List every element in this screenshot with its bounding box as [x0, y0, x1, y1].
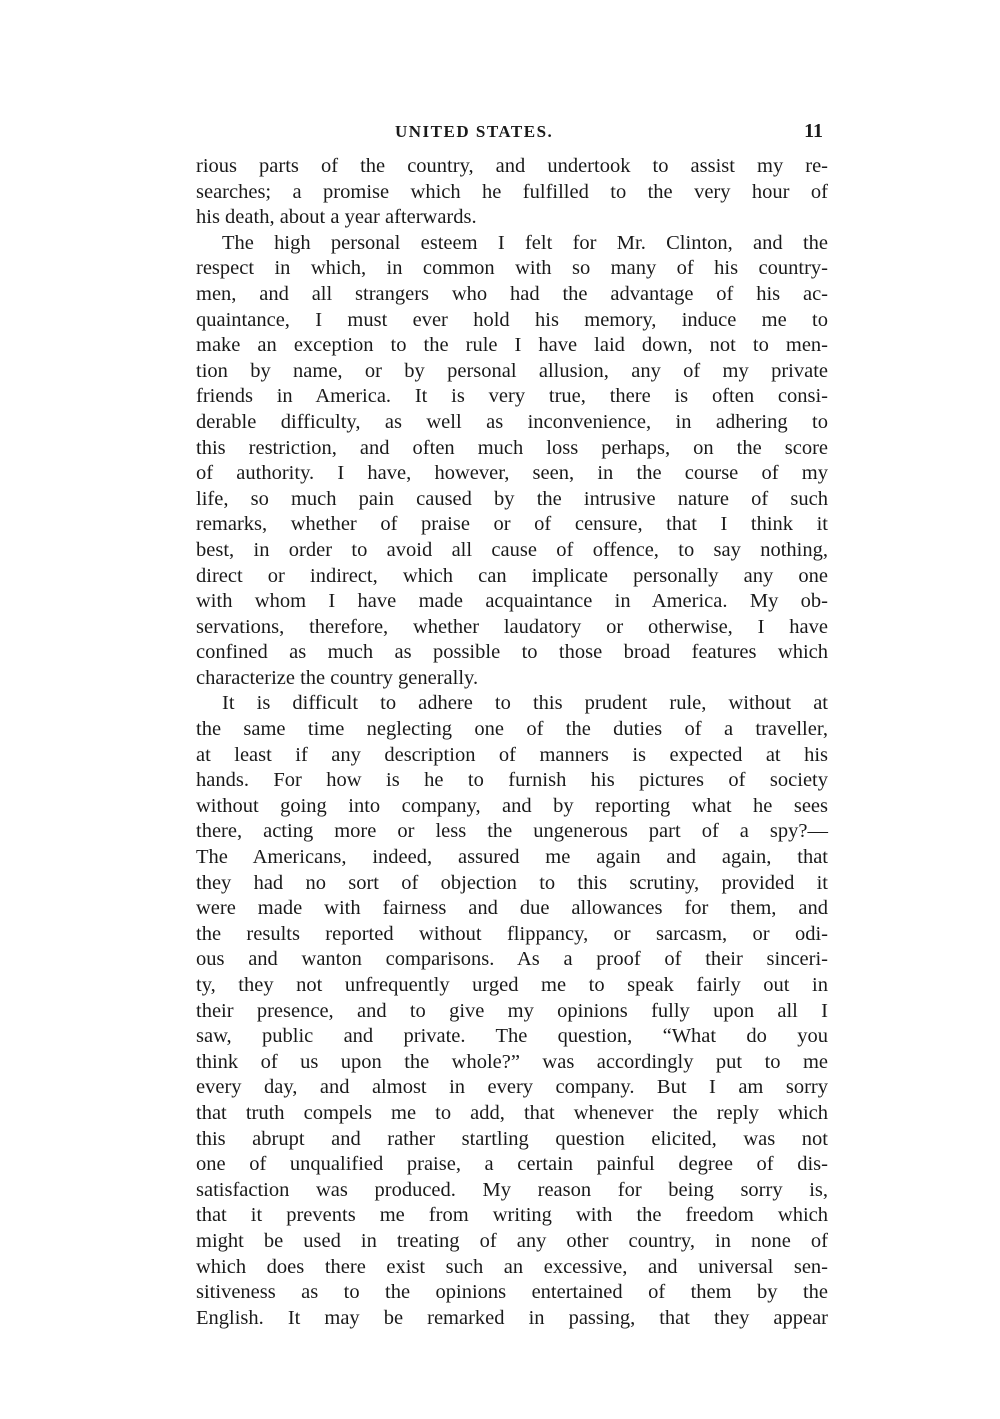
text-line: best, in order to avoid all cause of offence, to say nothing,	[196, 538, 828, 561]
text-line: the same time neglecting one of the duties of a traveller,	[196, 718, 828, 741]
text-line: his death, about a year afterwards.	[196, 206, 477, 229]
text-line: direct or indirect, which can implicate personally any one	[196, 564, 828, 587]
text-line: life, so much pain caused by the intrusive nature of such	[196, 487, 828, 510]
text-line: there, acting more or less the ungenerous part of a spy?—	[196, 820, 828, 843]
text-line: at least if any description of manners is expected at his	[196, 743, 828, 766]
text-line: without going into company, and by reporting what he sees	[196, 794, 828, 817]
text-line: men, and all strangers who had the advantage of his ac-	[196, 282, 828, 305]
text-line: respect in which, in common with so many of his country-	[196, 257, 828, 280]
text-line: make an exception to the rule I have laid down, not to men-	[196, 334, 828, 357]
text-line: that truth compels me to add, that whenever the reply which	[196, 1101, 828, 1124]
text-line: servations, therefore, whether laudatory or otherwise, I have	[196, 615, 828, 638]
text-line: with whom I have made acquaintance in America. My ob-	[196, 590, 828, 613]
text-line: The Americans, indeed, assured me again and again, that	[196, 846, 828, 869]
text-line: one of unqualified praise, a certain painful degree of dis-	[196, 1153, 828, 1176]
text-line: friends in America. It is very true, there is often consi-	[196, 385, 828, 408]
text-line: tion by name, or by personal allusion, any of my private	[196, 359, 828, 382]
text-line: rious parts of the country, and undertook to assist my re-	[196, 155, 828, 177]
text-line: the results reported without flippancy, or sarcasm, or odi-	[196, 922, 828, 945]
text-line: satisfaction was produced. My reason for being sorry is,	[196, 1178, 828, 1201]
text-line: confined as much as possible to those broad features which	[196, 641, 828, 664]
text-line: ty, they not unfrequently urged me to speak fairly out in	[196, 974, 828, 996]
body-text	[196, 154, 828, 1331]
text-line: which does there exist such an excessive, and universal sen-	[196, 1255, 828, 1278]
text-line: saw, public and private. The question, “What do you	[196, 1025, 828, 1048]
text-line: that it prevents me from writing with the freedom which	[196, 1204, 828, 1227]
text-line: quaintance, I must ever hold his memory, induce me to	[196, 308, 828, 331]
text-line: this abrupt and rather startling question elicited, was not	[196, 1127, 828, 1150]
text-line: were made with fairness and due allowances for them, and	[196, 897, 828, 920]
page-number: 11	[804, 120, 823, 142]
text-line: of authority. I have, however, seen, in the course of my	[196, 462, 828, 485]
text-line: searches; a promise which he fulfilled to the very hour of	[196, 180, 828, 203]
text-line: English. It may be remarked in passing, that they appear	[196, 1306, 828, 1329]
text-line: characterize the country generally.	[196, 666, 479, 689]
text-line: ous and wanton comparisons. As a proof of their sinceri-	[196, 948, 828, 971]
text-line: remarks, whether of praise or of censure, that I think it	[196, 513, 828, 536]
text-line: this restriction, and often much loss perhaps, on the score	[196, 436, 828, 459]
page-header	[195, 122, 825, 152]
text-line: every day, and almost in every company. But I am sorry	[196, 1076, 828, 1099]
text-line: might be used in treating of any other country, in none of	[196, 1229, 828, 1252]
text-line: derable difficulty, as well as inconvenience, in adhering to	[196, 410, 828, 433]
text-line: It is difficult to adhere to this prudent rule, without at	[222, 692, 828, 715]
text-line: their presence, and to give my opinions fully upon all I	[196, 999, 828, 1022]
text-line: they had no sort of objection to this scrutiny, provided it	[196, 871, 828, 894]
text-line: The high personal esteem I felt for Mr. Clinton, and the	[222, 231, 828, 254]
text-line: hands. For how is he to furnish his pictures of society	[196, 769, 828, 792]
text-line: think of us upon the whole?” was accordingly put to me	[196, 1050, 828, 1073]
text-line: sitiveness as to the opinions entertained of them by the	[196, 1281, 828, 1304]
running-head: UNITED STATES.	[395, 122, 554, 141]
